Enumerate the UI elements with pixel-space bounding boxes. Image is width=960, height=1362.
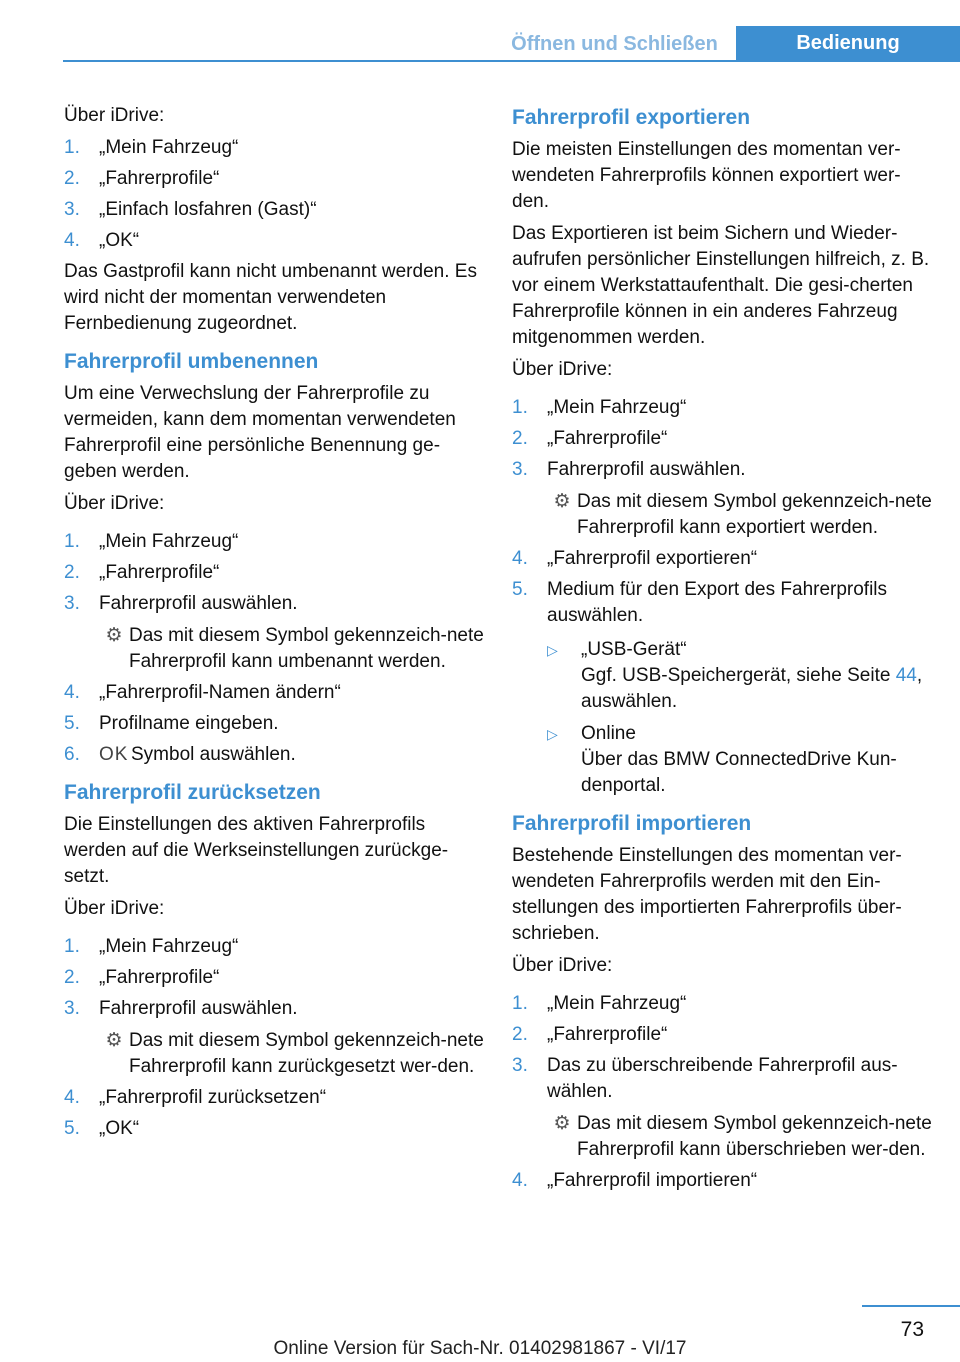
step-text: „Fahrerprofil-Namen ändern“ — [99, 682, 341, 703]
reset-text: Die Einstellungen des aktiven Fahrerprofils werden auf die Werkseinstellungen zurückge‐setzt. — [64, 814, 449, 887]
step-text: Fahrerprofil auswählen. — [547, 459, 746, 480]
step-text: „Mein Fahrzeug“ — [99, 936, 239, 957]
option-title: Online — [581, 723, 636, 744]
triangle-right-icon: ▷ — [547, 726, 558, 742]
rename-steps — [64, 529, 484, 768]
list-item — [64, 965, 484, 991]
rename-text: Um eine Verwechslung der Fahrerprofile zu vermeiden, kann dem momentan verwendeten Fahrerprofil eine persönliche Benennung ge‐geben werden. — [64, 383, 456, 482]
export-options — [547, 637, 932, 799]
step-number: 2. — [512, 428, 528, 449]
export-heading: Fahrerprofil exportieren — [512, 106, 751, 129]
list-item — [547, 637, 932, 715]
list-item — [64, 711, 484, 737]
triangle-right-icon: ▷ — [547, 642, 558, 658]
step-number: 2. — [64, 967, 80, 988]
list-item — [64, 135, 484, 161]
step-number: 3. — [512, 459, 528, 480]
step-number: 5. — [64, 713, 80, 734]
gear-icon: ⚙ — [553, 1113, 571, 1134]
step-text: „Fahrerprofil importieren“ — [547, 1170, 758, 1191]
list-item — [64, 742, 484, 768]
step-text: „Fahrerprofile“ — [547, 1024, 668, 1045]
list-item — [512, 991, 932, 1017]
idrive-label: Über iDrive: — [512, 359, 613, 380]
step-number: 5. — [512, 579, 528, 600]
step-text: „Fahrerprofil zurücksetzen“ — [99, 1087, 327, 1108]
left-column — [64, 103, 484, 1147]
step-text: „Mein Fahrzeug“ — [99, 137, 239, 158]
step-number: 4. — [512, 548, 528, 569]
step-note-text: Das mit diesem Symbol gekennzeich‐nete Fahrerprofil kann zurückgesetzt wer‐den. — [129, 1030, 484, 1077]
import-heading: Fahrerprofil importieren — [512, 812, 752, 835]
step-number: 1. — [512, 993, 528, 1014]
step-text: Fahrerprofil auswählen. — [99, 593, 298, 614]
step-number: 3. — [64, 593, 80, 614]
list-item — [512, 457, 932, 541]
list-item — [547, 721, 932, 799]
page-number: 73 — [900, 1318, 924, 1341]
step-number: 4. — [64, 230, 80, 251]
header-current-tab[interactable]: Bedienung — [736, 26, 960, 62]
step-text: „Fahrerprofile“ — [99, 168, 220, 189]
step-number: 2. — [512, 1024, 528, 1045]
step-text: „Fahrerprofile“ — [99, 562, 220, 583]
step-text: Fahrerprofil auswählen. — [99, 998, 298, 1019]
guest-steps — [64, 135, 484, 254]
step-text: Medium für den Export des Fahrerprofils auswählen. — [547, 579, 888, 626]
step-text: „Mein Fahrzeug“ — [99, 531, 239, 552]
option-text-part: , auswählen. — [581, 665, 923, 712]
step-number: 4. — [64, 1087, 80, 1108]
reset-heading: Fahrerprofil zurücksetzen — [64, 781, 321, 804]
list-item — [64, 560, 484, 586]
option-text-part: Ggf. USB-Speichergerät, siehe Seite — [581, 665, 896, 686]
export-text-2: Das Exportieren ist beim Sichern und Wieder‐aufrufen persönlicher Einstellungen hilfreich, z. B. vor einem Werkstattaufenthalt. Die gesi‐cherten Fahrerprofile können in ein anderes Fahrzeug mitgenommen werden. — [512, 223, 930, 348]
step-text: „Fahrerprofil exportieren“ — [547, 548, 758, 569]
step-number: 5. — [64, 1118, 80, 1139]
footer-text: Online Version für Sach-Nr. 01402981867 - VI/17 — [273, 1338, 687, 1359]
list-item — [64, 197, 484, 223]
step-text: „Fahrerprofile“ — [99, 967, 220, 988]
gear-icon: ⚙ — [553, 491, 571, 512]
step-number: 1. — [512, 397, 528, 418]
import-text: Bestehende Einstellungen des momentan ver‐wendeten Fahrerprofils werden mit den Ein‐stellungen des importierten Fahrerprofils über‐schrieben. — [512, 845, 902, 944]
list-item — [512, 395, 932, 421]
option-title: „USB-Gerät“ — [581, 639, 687, 660]
step-number: 3. — [512, 1055, 528, 1076]
step-text: „Einfach losfahren (Gast)“ — [99, 199, 317, 220]
option-text — [581, 663, 932, 715]
rename-heading: Fahrerprofil umbenennen — [64, 350, 319, 373]
idrive-label: Über iDrive: — [64, 898, 165, 919]
step-text: „Mein Fahrzeug“ — [547, 993, 687, 1014]
list-item — [512, 1168, 932, 1194]
step-note — [547, 1111, 932, 1163]
step-note — [99, 623, 484, 675]
step-text: „OK“ — [99, 230, 140, 251]
list-item — [64, 1085, 484, 1111]
step-number: 1. — [64, 936, 80, 957]
step-note-text: Das mit diesem Symbol gekennzeich‐nete Fahrerprofil kann exportiert werden. — [577, 491, 932, 538]
step-number: 1. — [64, 531, 80, 552]
list-item — [64, 934, 484, 960]
list-item — [64, 1116, 484, 1142]
ok-symbol-icon: OK — [99, 744, 129, 765]
step-text: Profilname eingeben. — [99, 713, 279, 734]
gear-icon: ⚙ — [105, 1030, 123, 1051]
step-note — [547, 489, 932, 541]
page-reference-link[interactable]: 44 — [895, 665, 917, 686]
list-item — [64, 591, 484, 675]
step-number: 2. — [64, 168, 80, 189]
export-text-1: Die meisten Einstellungen des momentan ver‐wendeten Fahrerprofils können exportiert wer‐den. — [512, 139, 901, 212]
step-number: 1. — [64, 137, 80, 158]
list-item — [512, 546, 932, 572]
list-item — [64, 996, 484, 1080]
export-steps — [512, 395, 932, 799]
guest-note: Das Gastprofil kann nicht umbenannt werden. Es wird nicht der momentan verwendeten Fernbedienung zugeordnet. — [64, 261, 477, 334]
import-steps — [512, 991, 932, 1194]
list-item — [512, 426, 932, 452]
right-column — [512, 103, 932, 1199]
step-text: „OK“ — [99, 1118, 140, 1139]
list-item — [512, 577, 932, 799]
list-item — [64, 228, 484, 254]
step-number: 2. — [64, 562, 80, 583]
option-text: Über das BMW ConnectedDrive Kun‐denportal. — [581, 749, 897, 796]
step-text: Symbol auswählen. — [131, 744, 296, 765]
step-note-text: Das mit diesem Symbol gekennzeich‐nete Fahrerprofil kann umbenannt werden. — [129, 625, 484, 672]
step-note-text: Das mit diesem Symbol gekennzeich‐nete Fahrerprofil kann überschrieben wer‐den. — [577, 1113, 932, 1160]
step-number: 6. — [64, 744, 80, 765]
list-item — [64, 529, 484, 555]
step-number: 4. — [64, 682, 80, 703]
reset-steps — [64, 934, 484, 1142]
step-number: 3. — [64, 199, 80, 220]
step-text: Das zu überschreibende Fahrerprofil aus‐wählen. — [547, 1055, 898, 1102]
list-item — [64, 166, 484, 192]
idrive-label: Über iDrive: — [512, 955, 613, 976]
list-item — [512, 1053, 932, 1163]
step-number: 3. — [64, 998, 80, 1019]
list-item — [64, 680, 484, 706]
gear-icon: ⚙ — [105, 625, 123, 646]
list-item — [512, 1022, 932, 1048]
step-number: 4. — [512, 1170, 528, 1191]
step-text: „Mein Fahrzeug“ — [547, 397, 687, 418]
page-number-rule — [862, 1305, 960, 1307]
step-note — [99, 1028, 484, 1080]
step-text: „Fahrerprofile“ — [547, 428, 668, 449]
idrive-label: Über iDrive: — [64, 105, 165, 126]
header-section-tab[interactable]: Öffnen und Schließen — [511, 33, 718, 55]
idrive-label: Über iDrive: — [64, 493, 165, 514]
